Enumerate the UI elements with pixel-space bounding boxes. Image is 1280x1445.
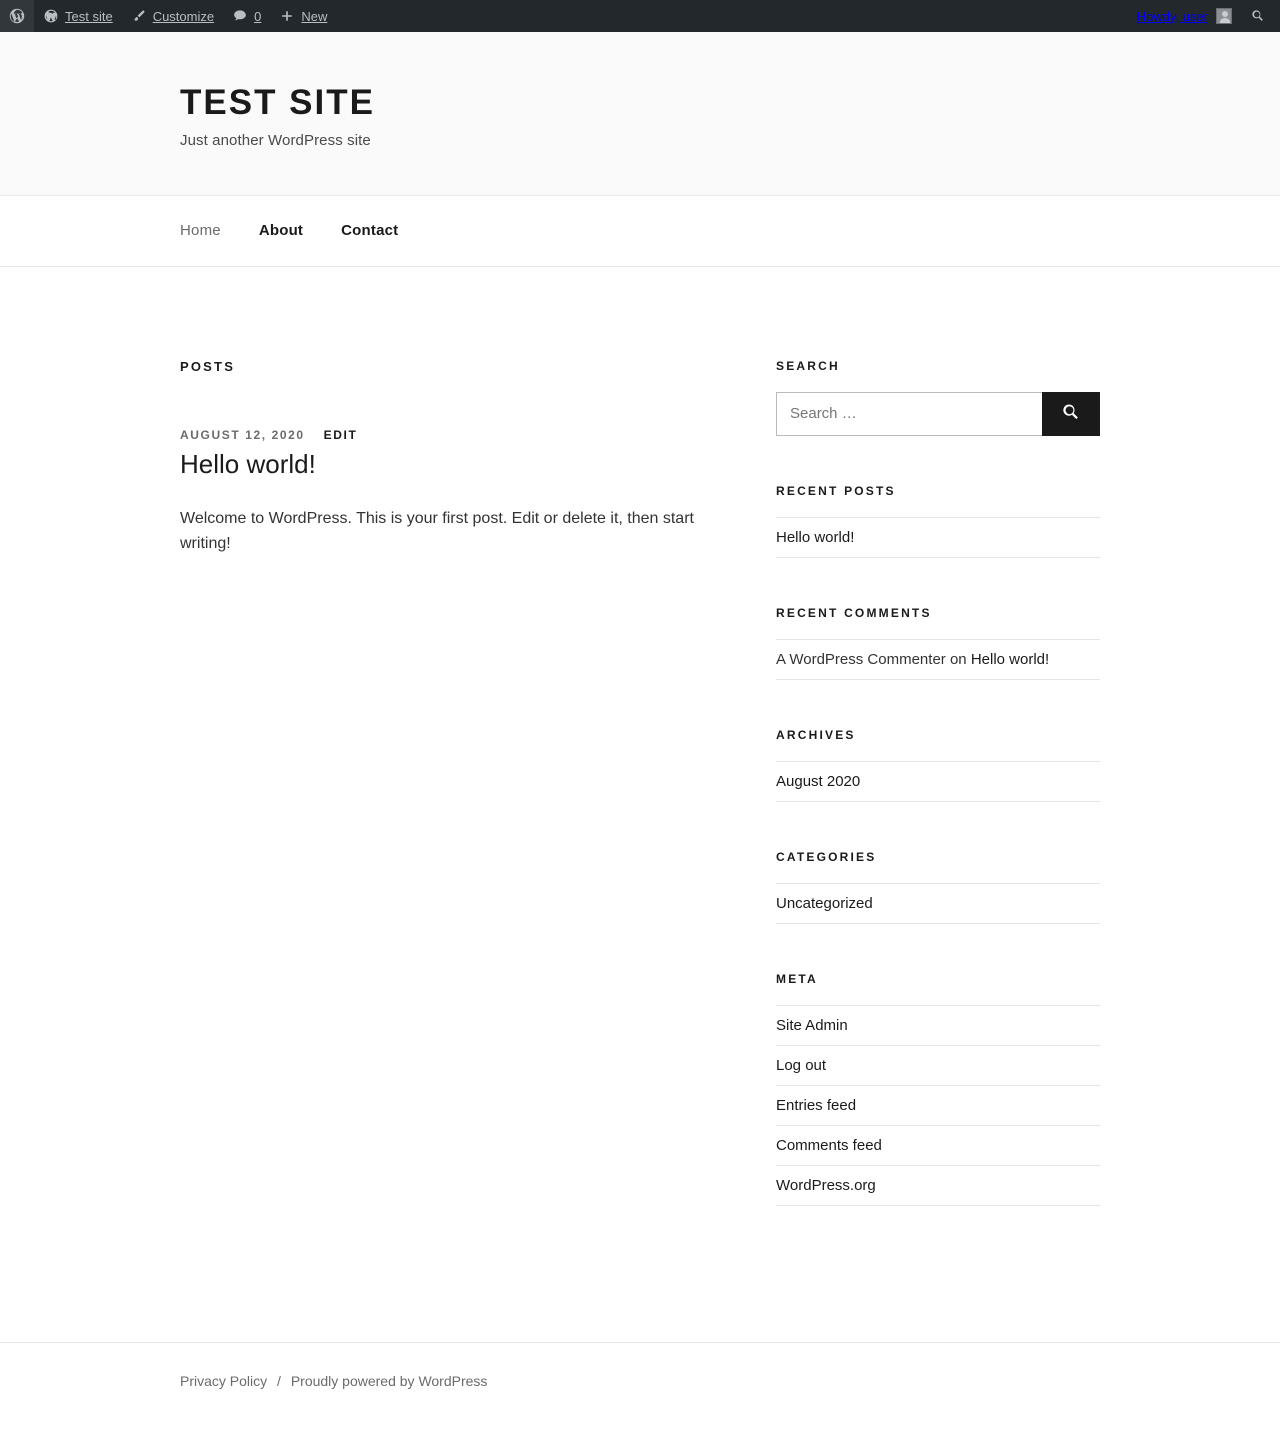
list-item[interactable] xyxy=(776,517,1100,558)
meta-link-entries-feed[interactable]: Entries feed xyxy=(776,1096,857,1114)
post-article xyxy=(180,428,720,557)
list-item[interactable] xyxy=(776,1086,1100,1126)
widget-title-categories: CATEGORIES xyxy=(776,849,877,864)
wordpress-logo-menu[interactable] xyxy=(0,0,34,32)
site-title-text: TEST SITE xyxy=(180,83,375,122)
admin-bar xyxy=(0,0,1280,32)
post-edit-link[interactable]: EDIT xyxy=(323,427,358,442)
comment-bubble-icon xyxy=(232,8,248,24)
list-item[interactable] xyxy=(776,1166,1100,1206)
main-content xyxy=(180,359,720,1254)
list-item[interactable] xyxy=(776,883,1100,924)
widget-title-recent-comments: RECENT COMMENTS xyxy=(776,605,932,620)
new-content-link[interactable] xyxy=(270,0,336,32)
primary-navigation xyxy=(0,196,1280,267)
customize-label: Customize xyxy=(152,8,215,24)
category-link[interactable]: Uncategorized xyxy=(776,894,873,912)
comments-link[interactable] xyxy=(223,0,270,32)
site-name-menu[interactable] xyxy=(34,0,122,32)
admin-bar-site-name: Test site xyxy=(65,8,113,24)
widget-search xyxy=(776,359,1100,436)
widget-categories xyxy=(776,850,1100,924)
content-area xyxy=(180,267,1100,1254)
powered-by-link[interactable]: Proudly powered by WordPress xyxy=(290,1372,488,1389)
widget-archives xyxy=(776,728,1100,802)
post-excerpt: Welcome to WordPress. This is your first post. Edit or delete it, then start writing! xyxy=(180,509,694,553)
nav-link-home[interactable]: Home xyxy=(180,221,221,239)
footer-inner xyxy=(180,1373,1100,1389)
site-footer xyxy=(0,1342,1280,1419)
search-submit-button[interactable] xyxy=(1042,392,1100,436)
list-item[interactable] xyxy=(776,1046,1100,1086)
search-icon xyxy=(1061,402,1081,425)
widget-recent-comments xyxy=(776,606,1100,680)
categories-list xyxy=(776,883,1100,924)
avatar xyxy=(1216,8,1232,24)
widget-title-search: SEARCH xyxy=(776,358,840,373)
nav-item-home[interactable] xyxy=(180,222,221,240)
nav-link-contact[interactable]: Contact xyxy=(341,221,399,239)
comments-count: 0 xyxy=(254,8,262,24)
recent-comments-list xyxy=(776,639,1100,680)
meta-list xyxy=(776,1005,1100,1206)
page-title xyxy=(180,84,1100,123)
site-header xyxy=(0,32,1280,196)
post-date-link[interactable]: AUGUST 12, 2020 xyxy=(180,427,305,442)
meta-link-wordpress-org[interactable]: WordPress.org xyxy=(776,1176,876,1194)
meta-link-comments-feed[interactable]: Comments feed xyxy=(776,1136,882,1154)
widget-title-recent-posts: RECENT POSTS xyxy=(776,483,896,498)
post-content xyxy=(180,506,720,557)
post-title xyxy=(180,449,720,480)
admin-bar-search-button[interactable] xyxy=(1240,0,1280,32)
admin-bar-right xyxy=(1125,0,1280,32)
meta-link-site-admin[interactable]: Site Admin xyxy=(776,1016,848,1034)
search-icon xyxy=(1250,8,1266,24)
widget-meta xyxy=(776,972,1100,1206)
search-input[interactable] xyxy=(776,392,1042,436)
customize-link[interactable] xyxy=(122,0,223,32)
footer-separator: / xyxy=(277,1372,281,1389)
nav-item-about[interactable] xyxy=(259,222,303,240)
widget-title-archives: ARCHIVES xyxy=(776,727,856,742)
sidebar xyxy=(776,359,1100,1254)
wordpress-logo-icon xyxy=(9,8,25,24)
list-item[interactable] xyxy=(776,761,1100,802)
post-title-link[interactable]: Hello world! xyxy=(180,448,316,479)
nav-list xyxy=(180,196,1100,266)
post-meta xyxy=(180,428,720,442)
comment-author: A WordPress Commenter xyxy=(776,650,946,668)
search-form xyxy=(776,392,1100,436)
site-description: Just another WordPress site xyxy=(180,131,371,149)
dashboard-home-icon xyxy=(43,8,59,24)
paintbrush-icon xyxy=(131,8,147,24)
plus-icon xyxy=(279,8,295,24)
list-item[interactable] xyxy=(776,1005,1100,1046)
new-label: New xyxy=(301,8,328,24)
nav-link-about[interactable]: About xyxy=(258,221,304,239)
howdy-label: Howdy, user xyxy=(1136,8,1208,24)
archive-link[interactable]: August 2020 xyxy=(776,772,861,790)
my-account-menu[interactable] xyxy=(1125,0,1240,32)
recent-post-link[interactable]: Hello world! xyxy=(776,528,855,546)
list-item[interactable] xyxy=(776,1126,1100,1166)
recent-posts-list xyxy=(776,517,1100,558)
list-item[interactable] xyxy=(776,639,1100,680)
comment-post-link[interactable]: Hello world! xyxy=(970,650,1050,668)
posts-section-heading: POSTS xyxy=(180,358,236,374)
widget-recent-posts xyxy=(776,484,1100,558)
privacy-policy-link[interactable]: Privacy Policy xyxy=(180,1372,268,1389)
comment-on-word: on xyxy=(949,650,967,668)
nav-item-contact[interactable] xyxy=(341,222,398,240)
meta-link-log-out[interactable]: Log out xyxy=(776,1056,827,1074)
widget-title-meta: META xyxy=(776,971,818,986)
archives-list xyxy=(776,761,1100,802)
